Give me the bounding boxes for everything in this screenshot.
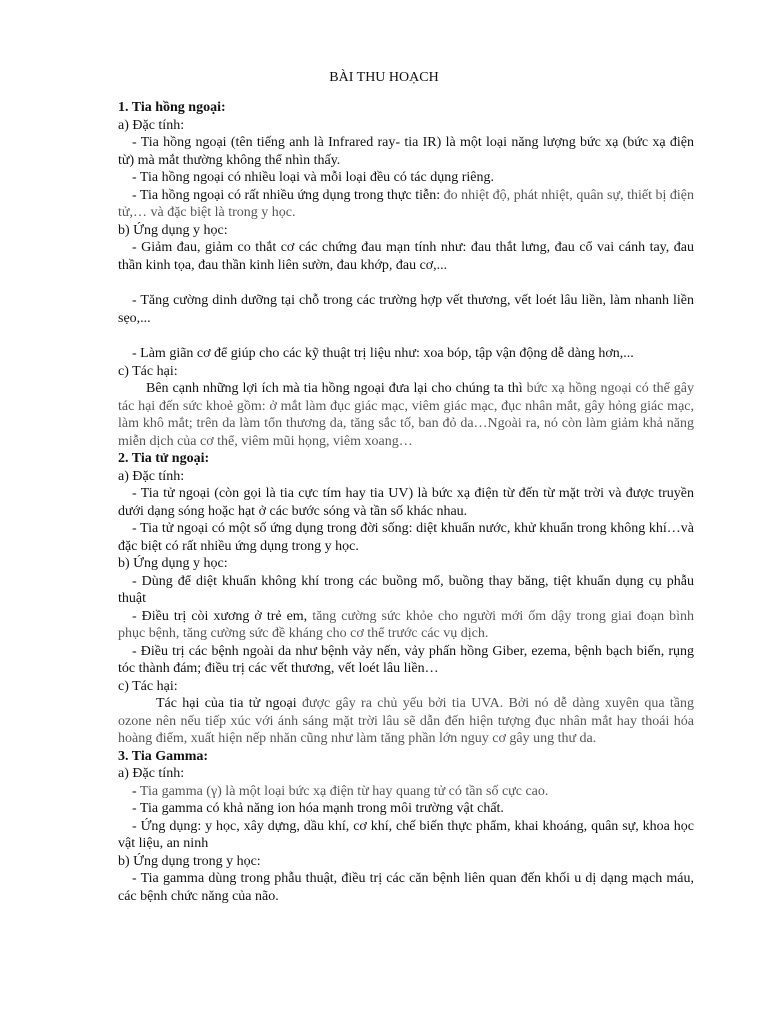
- section-1-b-item-3: - Làm giãn cơ để giúp cho các kỹ thuật trị liệu như: xoa bóp, tập vận động dễ dàng hơn,...: [132, 346, 634, 361]
- section-1-c-item-1-tail: bức xạ hồng ngoại có thể gây tác hại đến sức khoẻ gồm: ở mắt làm đục giác mạc, viêm giác mạc, đục nhân mắt, gây hỏng giác mạc, làm khô mắt; trên da làm tổn thương da, tăng sắc tố, ban đỏ da…Ngoài ra, nó còn làm giảm khả năng miễn dịch của cơ thể, viêm mũi họng, viêm xoang…: [118, 381, 694, 449]
- section-2-c-item-1-main: Tác hại của tia tử ngoại: [156, 696, 302, 711]
- section-2-c-item-1: [118, 695, 694, 748]
- section-1-a-item-3-main: - Tia hồng ngoại có rất nhiều ứng dụng trong thực tiễn:: [132, 187, 444, 203]
- section-2-b-item-2-main: - Điều trị còi xương ở trẻ em,: [132, 608, 313, 624]
- section-2-heading: 2. Tia tử ngoại:: [118, 451, 210, 466]
- section-2-a-item-1: - Tia tử ngoại (còn gọi là tia cực tím hay tia UV) là bức xạ điện từ đến từ mặt trời và được truyền dưới dạng sóng hoặc hạt ở các bước sóng và tần số khác nhau.: [118, 486, 694, 519]
- section-1-a-item-3: [118, 187, 694, 222]
- section-2-b-item-2: [118, 608, 694, 643]
- section-2-c-label: c) Tác hại:: [118, 678, 178, 694]
- section-3-a-item-1-text: Tia gamma (γ) là một loại bức xạ điện từ hay quang tử có tần số cực cao.: [139, 783, 549, 799]
- section-2-b-item-2-tail: tăng cường sức khỏe cho người mới ốm dậy trong giai đoạn bình phục bệnh, tăng cường sức đề kháng cho cơ thể trước các vụ dịch.: [118, 608, 694, 641]
- section-3-a-item-2: - Tia gamma có khả năng ion hóa mạnh trong môi trường vật chất.: [132, 801, 504, 816]
- section-3-a-item-1: [118, 783, 694, 801]
- section-1-b-item-1: - Giảm đau, giảm co thắt cơ các chứng đau mạn tính như: đau thắt lưng, đau cổ vai cánh tay, đau thần kinh tọa, đau thần kinh liên sườn, đau khớp, đau cơ,...: [118, 240, 694, 273]
- section-3-heading: 3. Tia Gamma:: [118, 748, 209, 764]
- section-2-b-item-1: - Dùng để diệt khuẩn không khí trong các buồng mổ, buồng thay băng, tiệt khuẩn dụng cụ phẫu thuật: [118, 573, 694, 606]
- section-3-b-item-1: - Tia gamma dùng trong phẫu thuật, điều trị các căn bệnh liên quan đến khối u dị dạng mạch máu, các bệnh chức năng của não.: [118, 871, 694, 904]
- section-1-b-label: b) Ứng dụng y học:: [118, 222, 228, 238]
- section-1-a-label: a) Đặc tính:: [118, 117, 185, 133]
- section-1-a-item-3-tail: đo nhiệt độ, phát nhiệt, quân sự, thiết bị điện tử,… và đặc biệt là trong y học.: [118, 187, 694, 220]
- section-2-b-label: b) Ứng dụng y học:: [118, 556, 228, 571]
- section-1-c-item-1: [118, 380, 694, 450]
- section-3-a-label: a) Đặc tính:: [118, 766, 185, 781]
- section-2-b-item-3: - Điều trị các bệnh ngoài da như bệnh vảy nến, vảy phấn hồng Giber, ezema, bệnh bạch biến, rụng tóc thành đám; điều trị các vết thương, vết loét lâu liền…: [118, 643, 694, 676]
- section-2-a-label: a) Đặc tính:: [118, 468, 185, 484]
- section-1-c-item-1-main: Bên cạnh những lợi ích mà tia hồng ngoại đưa lại cho chúng ta thì: [146, 381, 527, 396]
- section-3-b-label: b) Ứng dụng trong y học:: [118, 853, 261, 869]
- section-1-a-item-1: - Tia hồng ngoại (tên tiếng anh là Infrared ray- tia IR) là một loại năng lượng bức xạ (bức xạ điện từ) mà mắt thường không thể nhìn thấy.: [118, 135, 694, 168]
- section-3-a-item-1-dash: -: [132, 783, 140, 799]
- section-1-b-item-2: - Tăng cường dinh dưỡng tại chỗ trong các trường hợp vết thương, vết loét lâu liền, làm nhanh liền sẹo,...: [118, 293, 694, 326]
- section-1-heading: 1. Tia hồng ngoại:: [118, 100, 226, 115]
- section-1-a-item-2: - Tia hồng ngoại có nhiều loại và mỗi loại đều có tác dụng riêng.: [132, 170, 494, 185]
- section-1-c-label: c) Tác hại:: [118, 363, 178, 379]
- section-2-c-item-1-tail: được gây ra chủ yếu bởi tia UVA. Bởi nó dễ dàng xuyên qua tầng ozone nên nếu tiếp xúc với ánh sáng mặt trời lâu sẽ dẫn đến hiện tượng đục nhân mắt hay thoái hóa hoàng điểm, xuất hiện nếp nhăn cũng như làm tăng phần lớn nguy cơ gây ung thư da.: [118, 696, 695, 746]
- section-2-a-item-2: - Tia tử ngoại có một số ứng dụng trong đời sống: diệt khuẩn nước, khử khuẩn trong không khí…và đặc biệt có rất nhiều ứng dụng trong y học.: [118, 521, 694, 554]
- document-body: [118, 99, 694, 905]
- section-3-a-item-3: - Ứng dụng: y học, xây dựng, dầu khí, cơ khí, chế biến thực phẩm, khai khoáng, quân sự, khoa học vật liệu, an ninh: [118, 818, 694, 851]
- document-title: BÀI THU HOẠCH: [329, 70, 439, 85]
